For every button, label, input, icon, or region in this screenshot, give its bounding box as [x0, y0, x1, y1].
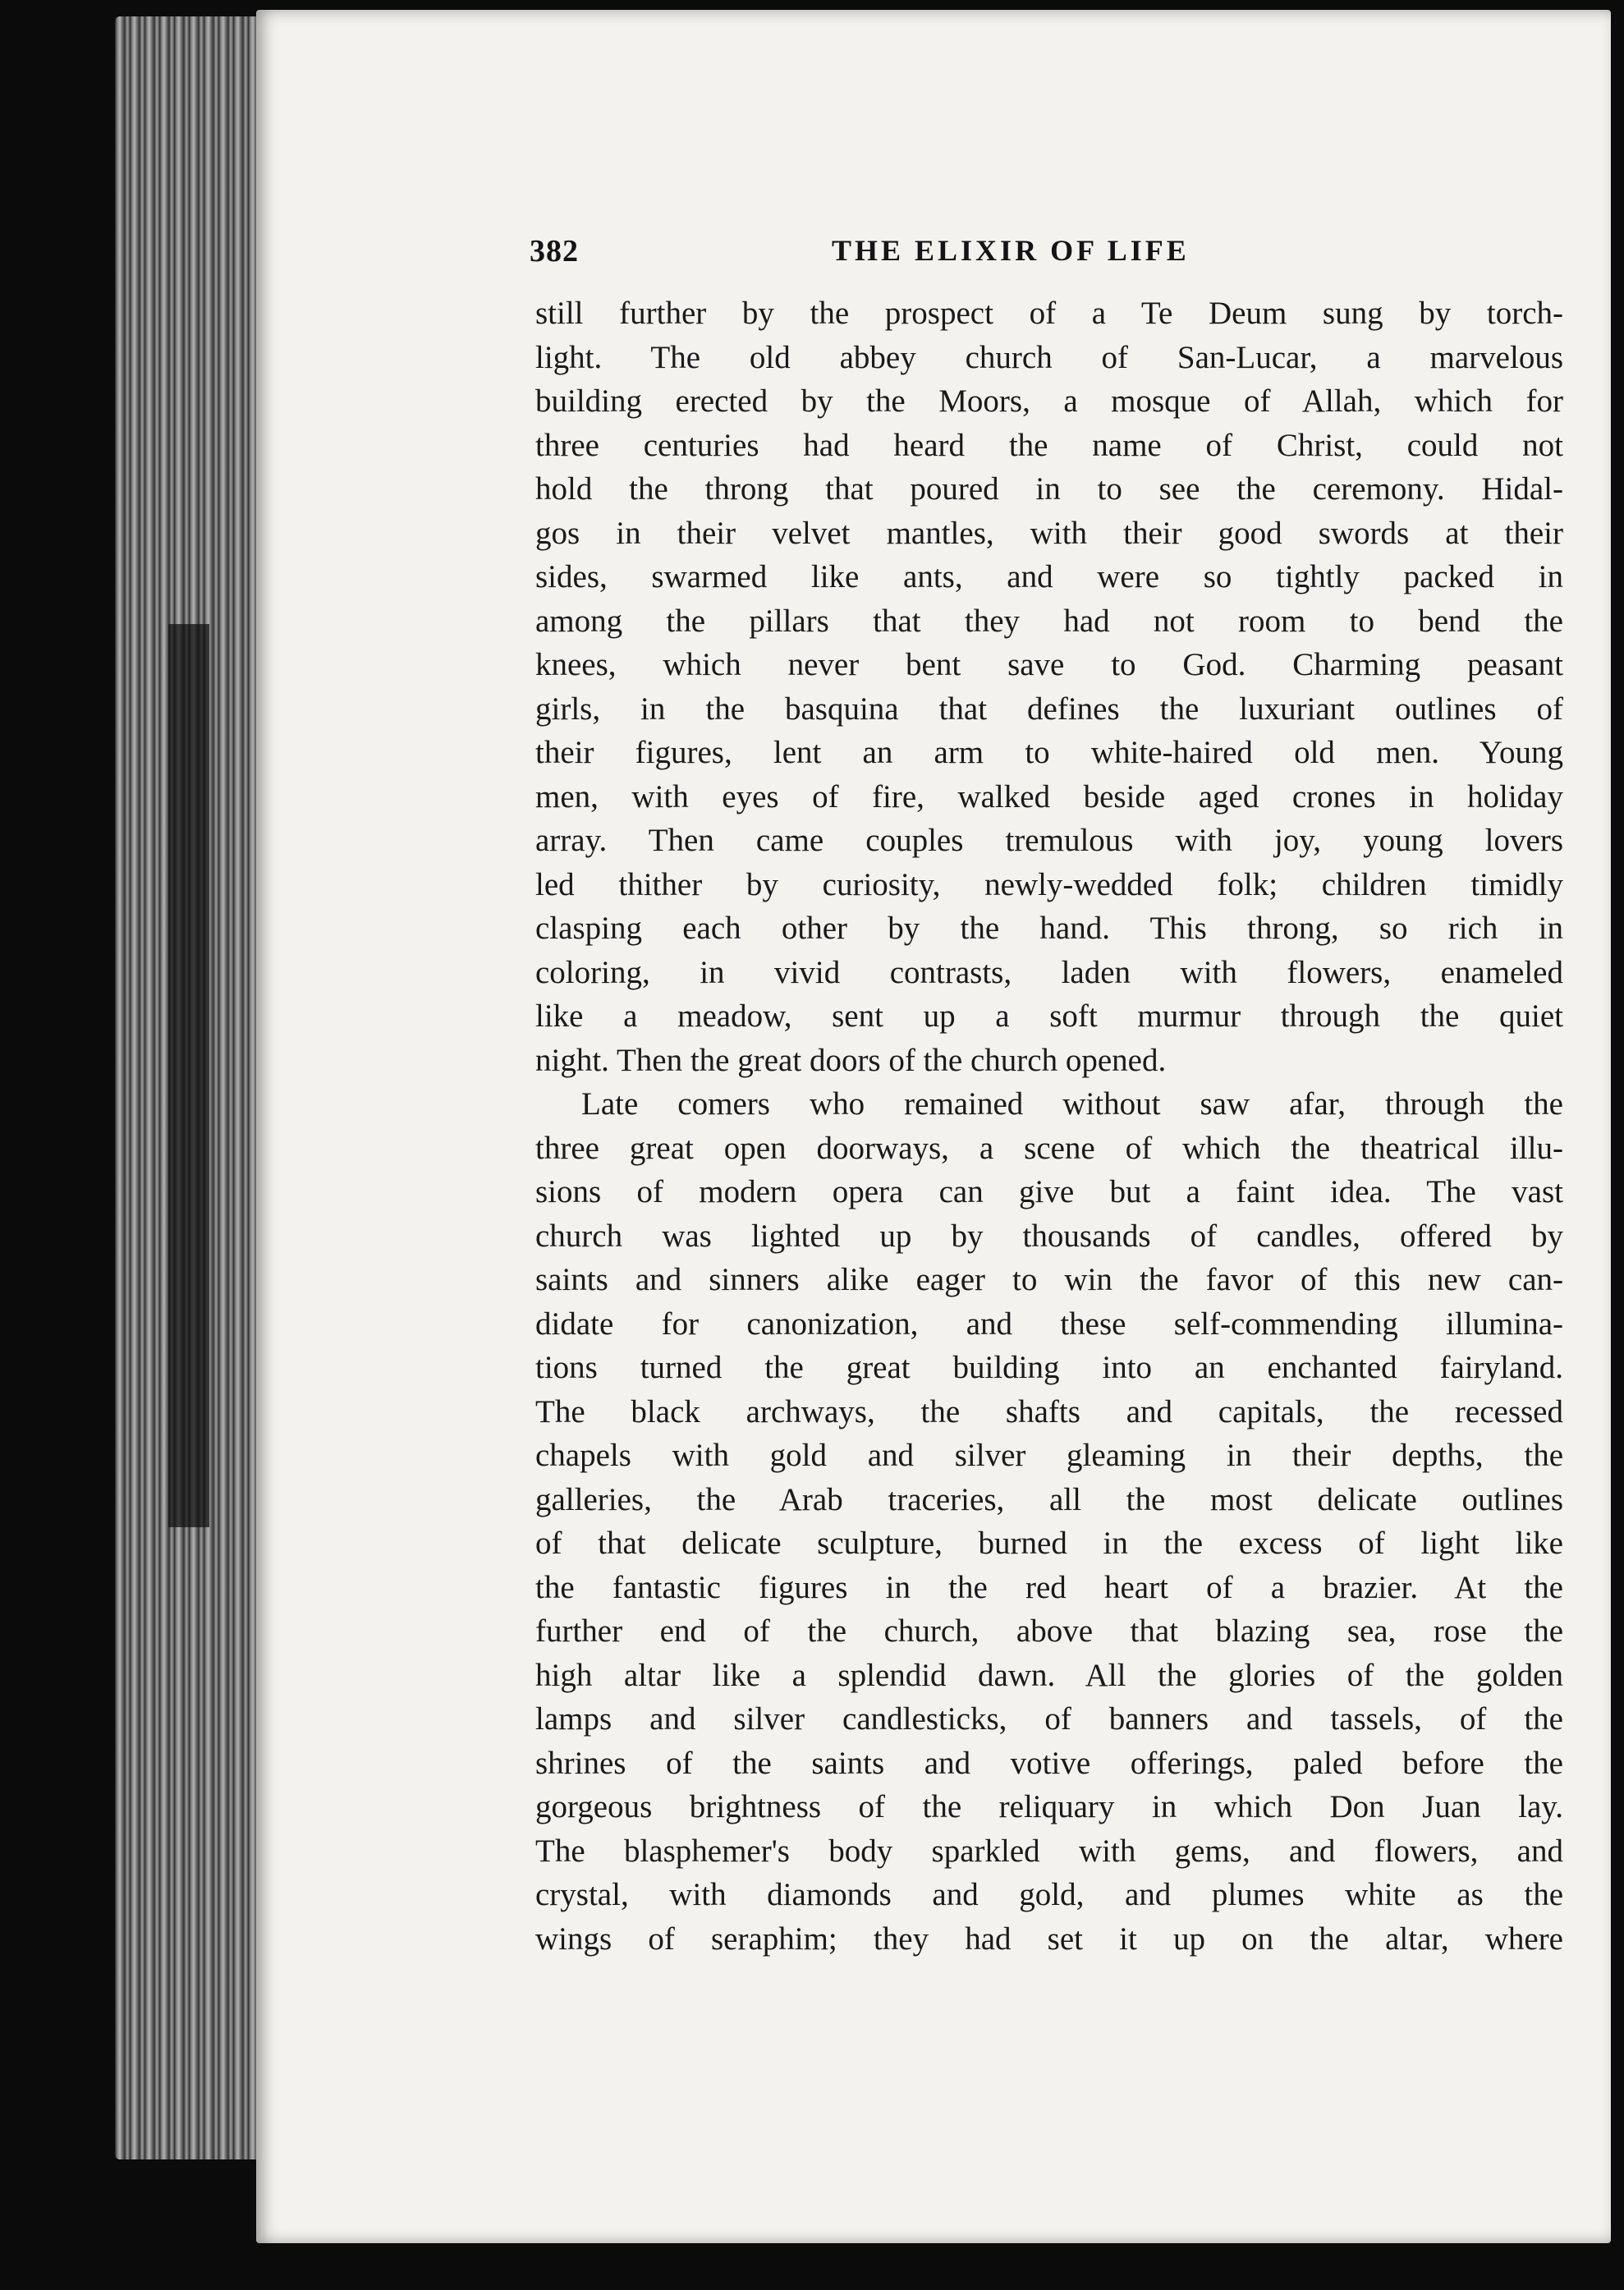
text-line: gorgeous brightness of the reliquary in which Don Juan lay. [535, 1789, 1563, 1824]
page-body [535, 291, 1563, 1961]
text-line: of that delicate sculpture, burned in the excess of light like [535, 1526, 1563, 1561]
text-line: church was lighted up by thousands of candles, offered by [535, 1218, 1563, 1254]
text-line: shrines of the saints and votive offerings, paled before the [535, 1745, 1563, 1781]
text-line: like a meadow, sent up a soft murmur through the quiet [535, 998, 1563, 1034]
text-line: The blasphemer's body sparkled with gems, and flowers, and [535, 1833, 1563, 1869]
text-line: led thither by curiosity, newly-wedded folk; children timidly [535, 866, 1563, 902]
text-line: clasping each other by the hand. This throng, so rich in [535, 911, 1563, 946]
text-line: tions turned the great building into an enchanted fairyland. [535, 1350, 1563, 1385]
text-line: men, with eyes of fire, walked beside aged crones in holiday [535, 778, 1563, 815]
text-line: saints and sinners alike eager to win the favor of this new can- [535, 1262, 1563, 1297]
spine-lettering [168, 624, 209, 1527]
text-line: three centuries had heard the name of Christ, could not [535, 427, 1563, 463]
text-line: still further by the prospect of a Te Deum sung by torch- [535, 296, 1563, 331]
text-line: didate for canonization, and these self-commending illumina- [535, 1306, 1563, 1342]
text-line: wings of seraphim; they had set it up on the altar, where [535, 1921, 1563, 1957]
paragraph-2 [535, 1082, 1563, 1961]
text-line: knees, which never bent save to God. Charming peasant [535, 647, 1563, 682]
text-line: sides, swarmed like ants, and were so tightly packed in [535, 559, 1563, 594]
text-line: girls, in the basquina that defines the luxuriant outlines of [535, 691, 1563, 727]
text-line: the fantastic figures in the red heart of a brazier. At the [535, 1569, 1563, 1605]
text-line: further end of the church, above that blazing sea, rose the [535, 1613, 1563, 1649]
page-number: 382 [530, 234, 579, 268]
text-line: sions of modern opera can give but a faint idea. The vast [535, 1174, 1563, 1209]
text-line: coloring, in vivid contrasts, laden with flowers, enameled [535, 954, 1563, 990]
text-line: crystal, with diamonds and gold, and plumes white as the [535, 1877, 1563, 1912]
text-line: galleries, the Arab traceries, all the most delicate outlines [535, 1481, 1563, 1517]
page-header [530, 233, 1564, 282]
text-line: lamps and silver candlesticks, of banners and tassels, of the [535, 1701, 1563, 1737]
text-line: hold the throng that poured in to see the ceremony. Hidal- [535, 471, 1563, 507]
text-line: gos in their velvet mantles, with their good swords at their [535, 515, 1563, 551]
text-line: array. Then came couples tremulous with joy, young lovers [535, 823, 1563, 858]
text-line: chapels with gold and silver gleaming in their depths, the [535, 1438, 1563, 1473]
text-line: night. Then the great doors of the church opened. [535, 1042, 1167, 1078]
text-line: The black archways, the shafts and capitals, the recessed [535, 1393, 1563, 1430]
text-line: light. The old abbey church of San-Lucar, a marvelous [535, 339, 1563, 375]
text-line: three great open doorways, a scene of which the theatrical illu- [535, 1130, 1563, 1166]
running-head: THE ELIXIR OF LIFE [832, 234, 1190, 267]
text-line: among the pillars that they had not room to bend the [535, 603, 1563, 639]
text-line: their figures, lent an arm to white-haired old men. Young [535, 735, 1563, 770]
paragraph-1 [535, 291, 1563, 1082]
text-line: high altar like a splendid dawn. All the glories of the golden [535, 1657, 1563, 1693]
text-line: building erected by the Moors, a mosque of Allah, which for [535, 383, 1563, 419]
text-line: Late comers who remained without saw afar, through the [581, 1086, 1563, 1122]
